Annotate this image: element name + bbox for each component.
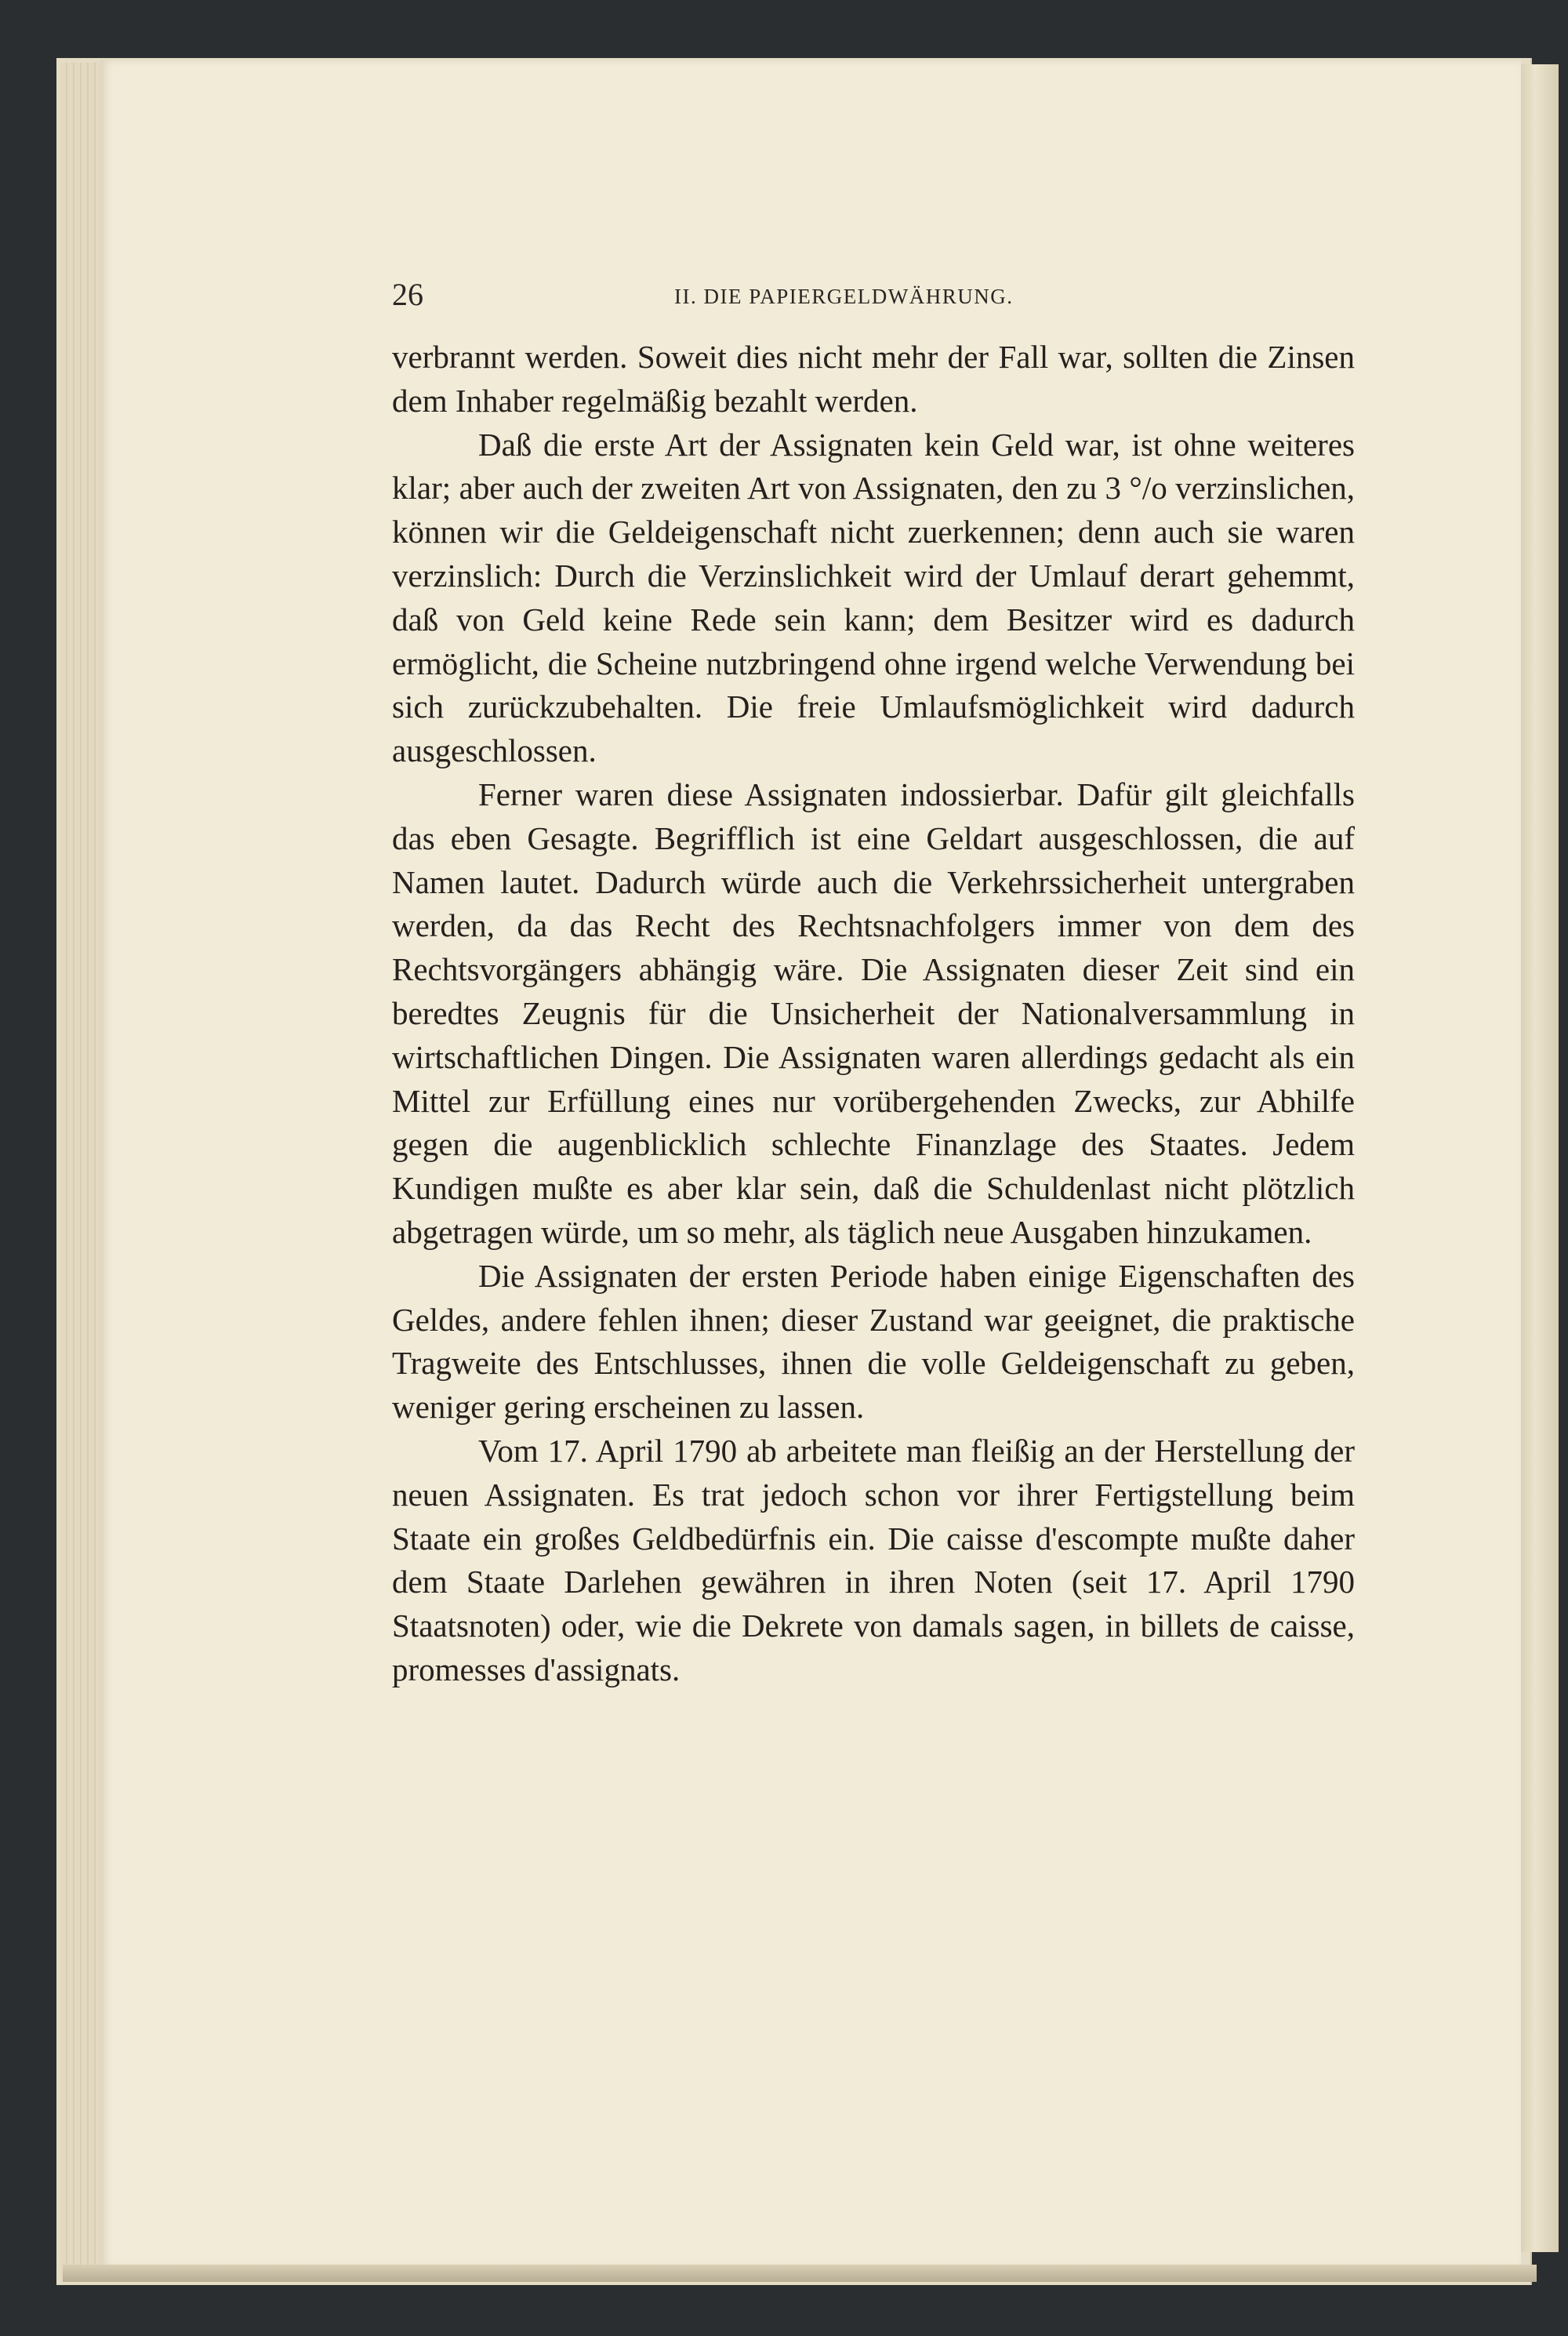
binding-edge (61, 63, 102, 2282)
paragraph-5: Vom 17. April 1790 ab arbeitete man fleißig an der Herstellung der neuen Assignaten. Es trat jedoch schon vor ihrer Fertigstellung beim Staate ein großes Geldbedürfnis ein. Die caisse d'escompte mußte daher dem Staate Darlehen gewähren in ihren Noten (seit 17. April 1790 Staatsnoten) oder, wie die Dekrete von damals sagen, in billets de caisse, promesses d'assignats. (392, 1432, 1355, 1688)
chapter-title: II. DIE PAPIERGELDWÄHRUNG. (674, 285, 1014, 308)
page-edge-right (1519, 64, 1559, 2252)
paragraph-3: Ferner waren diese Assignaten indossierbar. Dafür gilt gleichfalls das eben Gesagte. Begrifflich ist eine Geldart ausgeschlossen, die auf Namen lautet. Dadurch würde auch die Verkehrssicherheit untergraben werden, da das Recht des Rechtsnachfolgers immer von dem des Rechtsvorgängers abhängig wäre. Die Assignaten dieser Zeit sind ein beredtes Zeugnis für die Unsicherheit der Nationalversammlung in wirtschaftlichen Dingen. Die Assignaten waren allerdings gedacht als ein Mittel zur Erfüllung eines nur vorübergehenden Zwecks, zur Abhilfe gegen die augenblicklich schlechte Finanzlage des Staates. Jedem Kundigen mußte es aber klar sein, daß die Schuldenlast nicht plötzlich abgetragen würde, um so mehr, als täglich neue Ausgaben hinzukamen. (392, 776, 1355, 1250)
paragraph-2: Daß die erste Art der Assignaten kein Geld war, ist ohne weiteres klar; aber auch der zweiten Art von Assignaten, den zu 3 °/o verzinslichen, können wir die Geldeigenschaft nicht zuerkennen; denn auch sie waren verzinslich: Durch die Verzinslichkeit wird der Umlauf derart gehemmt, daß von Geld keine Rede sein kann; dem Besitzer wird es dadurch ermöglicht, die Scheine nutzbringend ohne irgend welche Verwendung bei sich zurückzubehalten. Die freie Umlaufsmöglichkeit wird dadurch ausgeschlossen. (392, 426, 1355, 769)
paragraph-1: verbrannt werden. Soweit dies nicht mehr der Fall war, sollten die Zinsen dem Inhaber regelmäßig bezahlt werden. (392, 339, 1355, 419)
running-head (392, 278, 1355, 312)
page-bottom-edge (63, 2265, 1537, 2282)
body-text (392, 336, 1355, 1692)
page-number: 26 (392, 277, 423, 312)
paragraph-4: Die Assignaten der ersten Periode haben einige Eigenschaften des Geldes, andere fehlen ihnen; dieser Zustand war geeignet, die praktische Tragweite des Entschlusses, ihnen die volle Geldeigenschaft zu geben, weniger gering erscheinen zu lassen. (392, 1257, 1355, 1426)
